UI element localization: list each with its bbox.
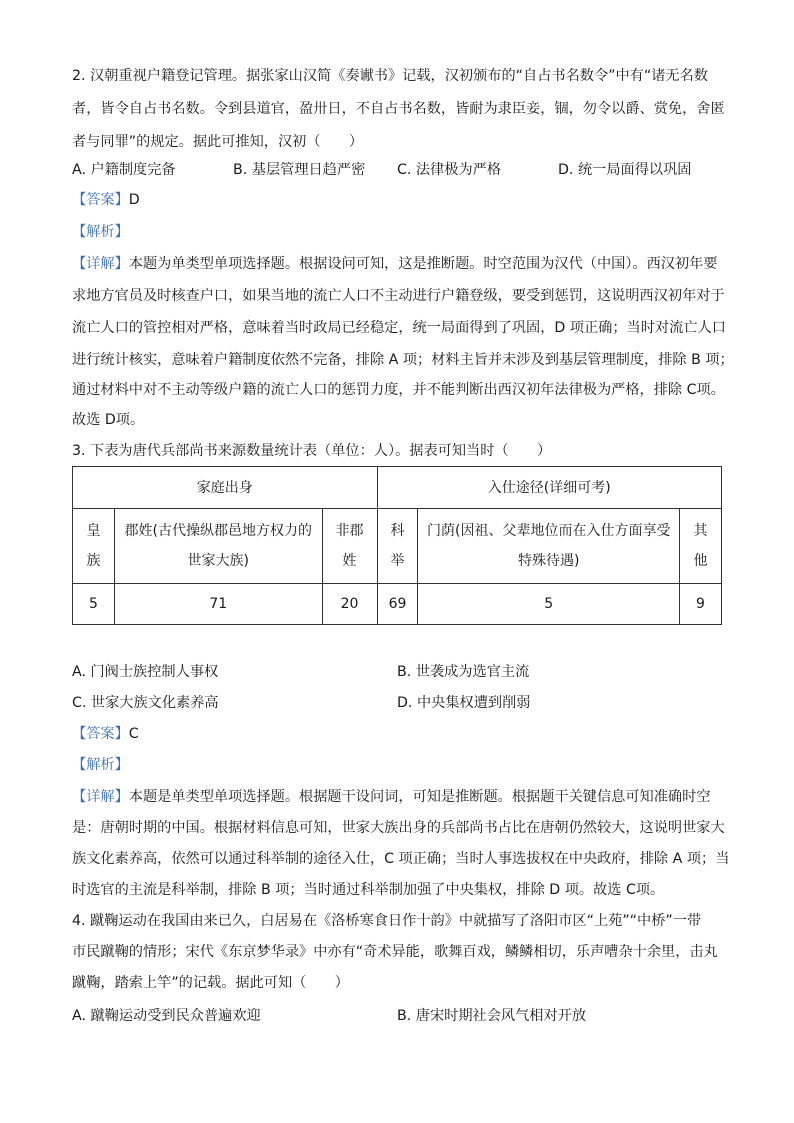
table-group-career: 入仕途径(详细可考) [377,467,722,509]
table-row [73,584,722,625]
table-cell-exam: 69 [377,584,418,625]
table-col-exam: 科 举 [377,509,418,584]
answer-value: D [128,192,140,208]
table-header-row [73,509,722,584]
q2-option-d: D. 统一局面得以巩固 [558,162,692,178]
q2-answer [72,190,140,210]
q2-detail-line-4: 进行统计核实，意味着户籍制度依然不完备，排除 A 项；材料主旨并未涉及到基层管理制度，排除 B 项； [72,352,734,368]
q4-option-a: A. 蹴鞠运动受到民众普遍欢迎 [72,1008,261,1024]
q2-option-c: C. 法律极为严格 [397,162,502,178]
q2-detail-line-3: 流亡人口的管控相对严格，意味着当时政局已经稳定，统一局面得到了巩固，D 项正确；当时对流亡人口 [72,320,726,336]
q2-detail-line-2: 求地方官员及时核查户口，如果当地的流亡人口不主动进行户籍登级，要受到惩罚，这说明西汉初年对于 [72,288,725,304]
table-cell-royal: 5 [73,584,115,625]
q3-analysis-tag: 【解析】 [72,757,129,773]
q2-detail-line-1 [72,254,718,274]
detail-text: 本题是单类型单项选择题。根据题干设问词，可知是推断题。根据题干关键信息可知准确时空 [128,789,711,805]
q3-stem: 3. 下表为唐代兵部尚书来源数量统计表（单位：人）。据表可知当时（ ） [72,443,552,459]
q2-stem-line-3: 者与同罪”的规定。据此可推知，汉初（ ） [72,134,364,150]
q3-detail-line-2: 是：唐朝时期的中国。根据材料信息可知，世家大族出身的兵部尚书占比在唐朝仍然较大，这说明世家大 [72,820,725,836]
q3-option-a: A. 门阀士族控制人事权 [72,664,219,680]
table-cell-yin: 5 [418,584,680,625]
table-col-royal: 皇 族 [73,509,115,584]
detail-text: 本题为单类型单项选择题。根据设问可知，这是推断题。时空范围为汉代（中国）。西汉初年要 [128,256,718,272]
q2-detail-line-5: 通过材料中对不主动等级户籍的流亡人口的惩罚力度，并不能判断出西汉初年法律极为严格，排除 C项。 [72,382,725,398]
table-col-clan: 郡姓(古代操纵郡邑地方权力的 世家大族) [114,509,322,584]
table-cell-other: 9 [680,584,722,625]
q2-option-a: A. 户籍制度完备 [72,162,176,178]
q4-stem-line-3: 蹴鞠，踏索上竿”的记载。据此可知（ ） [72,975,349,991]
table-cell-clan: 71 [114,584,322,625]
detail-tag: 【详解】 [72,789,129,805]
q2-detail-line-6: 故选 D项。 [72,412,145,428]
q4-stem-line-2: 市民蹴鞠的情形；宋代《东京梦华录》中亦有“奇术异能，歌舞百戏，鳞鳞相切，乐声嘈杂十余里，击丸 [72,944,718,960]
q2-option-b: B. 基层管理日趋严密 [233,162,366,178]
answer-tag: 【答案】 [72,192,129,208]
q3-table [72,466,722,625]
table-header-group-row [73,467,722,509]
table-col-other: 其 他 [680,509,722,584]
table-group-family: 家庭出身 [73,467,378,509]
table-cell-nonclan: 20 [322,584,377,625]
table-col-yin: 门荫(因祖、父辈地位而在入仕方面享受 特殊待遇) [418,509,680,584]
q3-answer [72,724,139,744]
q2-stem-line-1: 2. 汉朝重视户籍登记管理。据张家山汉简《奏谳书》记载，汉初颁布的“自占书名数令”中有“诸无名数 [72,68,708,84]
q4-stem-line-1: 4. 蹴鞠运动在我国由来已久，白居易在《洛桥寒食日作十韵》中就描写了洛阳市区“上苑”“中桥”一带 [72,913,702,929]
q3-detail-line-1 [72,787,710,807]
q3-detail-line-4: 时选官的主流是科举制，排除 B 项；当时通过科举制加强了中央集权，排除 D 项。故选 C项。 [72,882,665,898]
table-col-nonclan: 非郡 姓 [322,509,377,584]
q3-option-c: C. 世家大族文化素养高 [72,695,219,711]
q3-option-b: B. 世袭成为选官主流 [397,664,530,680]
q2-analysis-tag: 【解析】 [72,224,129,240]
detail-tag: 【详解】 [72,256,129,272]
q3-detail-line-3: 族文化素养高，依然可以通过科举制的途径入仕，C 项正确；当时人事选拔权在中央政府，排除 A 项；当 [72,851,730,867]
q4-option-b: B. 唐宋时期社会风气相对开放 [397,1008,587,1024]
q2-stem-line-2: 者，皆令自占书名数。令到县道官，盈卅日，不自占书名数，皆耐为隶臣妾，锢，勿令以爵、赏免，舍匿 [72,101,725,117]
answer-value: C [128,726,139,742]
answer-tag: 【答案】 [72,726,129,742]
q3-option-d: D. 中央集权遭到削弱 [397,695,531,711]
